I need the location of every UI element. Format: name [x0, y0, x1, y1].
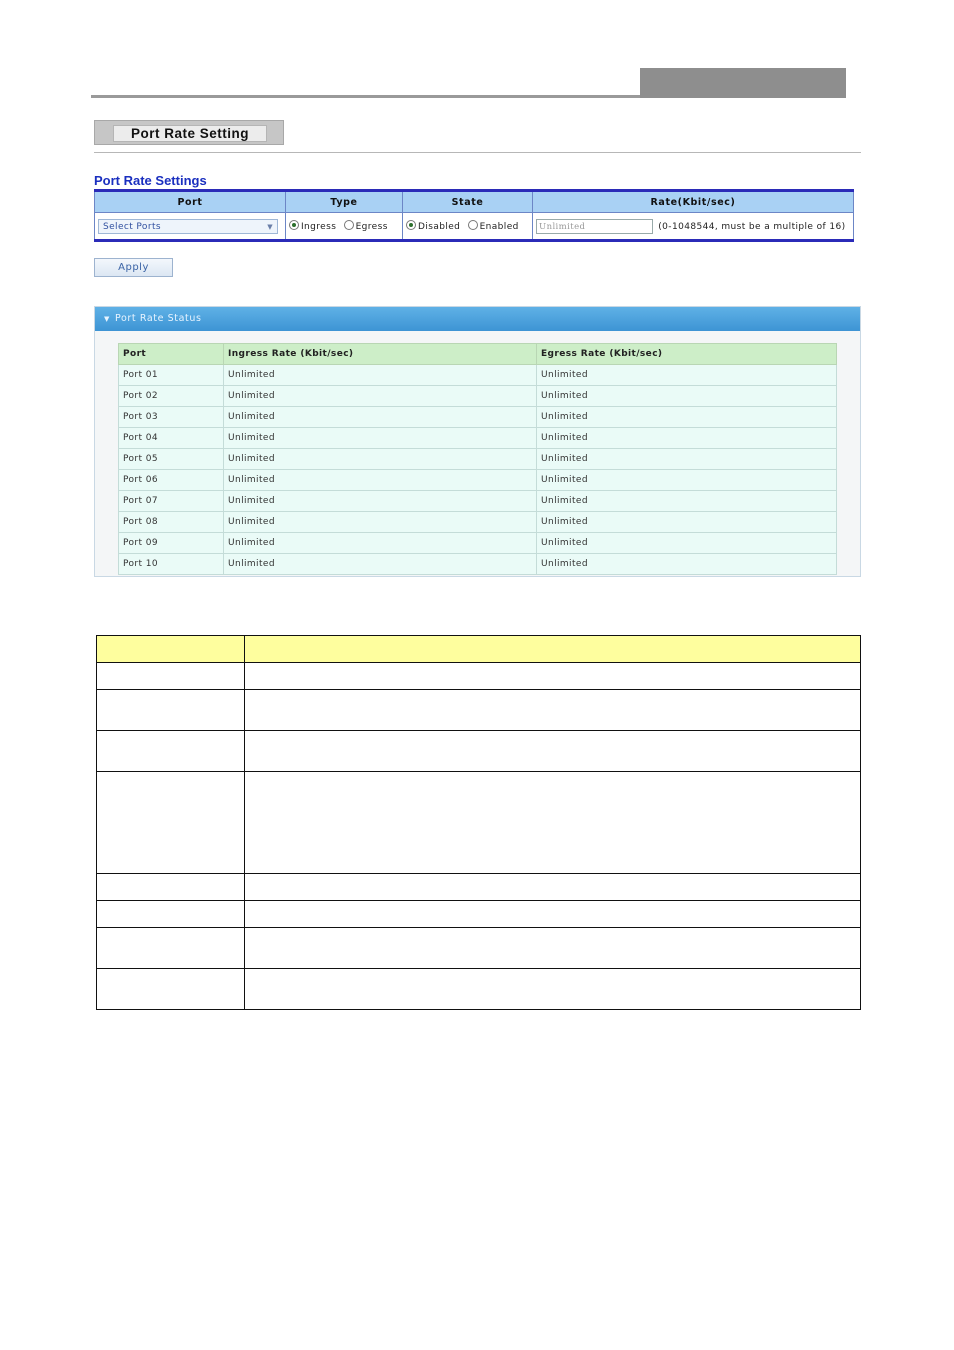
col-port: Port — [95, 191, 286, 213]
status-port-cell: Port 07 — [119, 491, 224, 512]
status-port-cell: Port 01 — [119, 365, 224, 386]
rate-cell — [533, 213, 854, 241]
type-cell — [286, 213, 403, 241]
description-row — [97, 874, 861, 901]
description-row — [97, 901, 861, 928]
radio-checked-icon — [289, 220, 299, 230]
status-egress-cell: Unlimited — [537, 512, 837, 533]
table-row — [119, 386, 837, 407]
status-table-body — [119, 365, 837, 575]
status-port-cell: Port 03 — [119, 407, 224, 428]
radio-unchecked-icon — [468, 220, 478, 230]
state-cell — [403, 213, 533, 241]
status-ingress-cell: Unlimited — [224, 449, 537, 470]
status-egress-cell: Unlimited — [537, 365, 837, 386]
status-port-cell: Port 06 — [119, 470, 224, 491]
description-row — [97, 969, 861, 1010]
status-port-cell: Port 02 — [119, 386, 224, 407]
status-port-cell: Port 04 — [119, 428, 224, 449]
status-egress-cell: Unlimited — [537, 407, 837, 428]
header-block — [640, 68, 846, 98]
status-egress-cell: Unlimited — [537, 386, 837, 407]
state-enabled-label: Enabled — [479, 222, 519, 232]
status-ingress-cell: Unlimited — [224, 428, 537, 449]
type-egress-radio[interactable] — [344, 222, 388, 232]
type-ingress-radio[interactable] — [289, 222, 336, 232]
rate-input[interactable]: Unlimited — [536, 219, 653, 234]
status-ingress-cell: Unlimited — [224, 470, 537, 491]
port-rate-status-table — [118, 343, 837, 575]
table-row — [119, 365, 837, 386]
apply-button[interactable]: Apply — [94, 258, 173, 277]
table-row — [119, 449, 837, 470]
port-cell — [95, 213, 286, 241]
status-port-cell: Port 05 — [119, 449, 224, 470]
status-ingress-cell: Unlimited — [224, 407, 537, 428]
page-title-box — [94, 120, 284, 145]
description-row — [97, 663, 861, 690]
description-row — [97, 731, 861, 772]
radio-checked-icon — [406, 220, 416, 230]
title-divider — [94, 152, 861, 153]
description-table — [96, 635, 861, 1010]
table-row — [119, 407, 837, 428]
table-row — [119, 554, 837, 575]
status-port-cell: Port 08 — [119, 512, 224, 533]
port-rate-status-panel — [94, 306, 861, 577]
status-egress-cell: Unlimited — [537, 554, 837, 575]
col-state: State — [403, 191, 533, 213]
description-header-row — [97, 636, 861, 663]
col-type: Type — [286, 191, 403, 213]
status-col-egress: Egress Rate (Kbit/sec) — [537, 344, 837, 365]
chevron-down-icon: ▼ — [267, 222, 273, 231]
state-enabled-radio[interactable] — [468, 222, 519, 232]
status-ingress-cell: Unlimited — [224, 491, 537, 512]
radio-unchecked-icon — [344, 220, 354, 230]
page-title: Port Rate Setting — [113, 125, 267, 142]
type-egress-label: Egress — [355, 222, 388, 232]
port-select-value: Select Ports — [103, 221, 161, 232]
table-row — [119, 428, 837, 449]
status-egress-cell: Unlimited — [537, 491, 837, 512]
status-panel-header[interactable] — [95, 307, 860, 331]
status-ingress-cell: Unlimited — [224, 365, 537, 386]
status-egress-cell: Unlimited — [537, 449, 837, 470]
rate-hint: (0-1048544, must be a multiple of 16) — [658, 221, 846, 232]
status-egress-cell: Unlimited — [537, 470, 837, 491]
table-row — [119, 470, 837, 491]
port-rate-settings-table — [94, 189, 854, 242]
status-egress-cell: Unlimited — [537, 533, 837, 554]
table-row — [119, 491, 837, 512]
table-row — [119, 512, 837, 533]
state-disabled-radio[interactable] — [406, 222, 460, 232]
status-egress-cell: Unlimited — [537, 428, 837, 449]
port-select[interactable] — [98, 219, 278, 234]
type-ingress-label: Ingress — [301, 222, 337, 232]
status-col-ingress: Ingress Rate (Kbit/sec) — [224, 344, 537, 365]
status-ingress-cell: Unlimited — [224, 554, 537, 575]
status-port-cell: Port 10 — [119, 554, 224, 575]
collapse-triangle-icon: ▼ — [104, 315, 110, 323]
status-panel-title: Port Rate Status — [114, 313, 202, 324]
status-port-cell: Port 09 — [119, 533, 224, 554]
status-ingress-cell: Unlimited — [224, 512, 537, 533]
description-row — [97, 928, 861, 969]
header-rule — [91, 95, 640, 98]
table-row — [119, 533, 837, 554]
description-row — [97, 690, 861, 731]
settings-heading: Port Rate Settings — [94, 173, 207, 188]
status-col-port: Port — [119, 344, 224, 365]
status-ingress-cell: Unlimited — [224, 533, 537, 554]
state-disabled-label: Disabled — [418, 222, 461, 232]
description-row — [97, 772, 861, 874]
status-ingress-cell: Unlimited — [224, 386, 537, 407]
col-rate: Rate(Kbit/sec) — [533, 191, 854, 213]
